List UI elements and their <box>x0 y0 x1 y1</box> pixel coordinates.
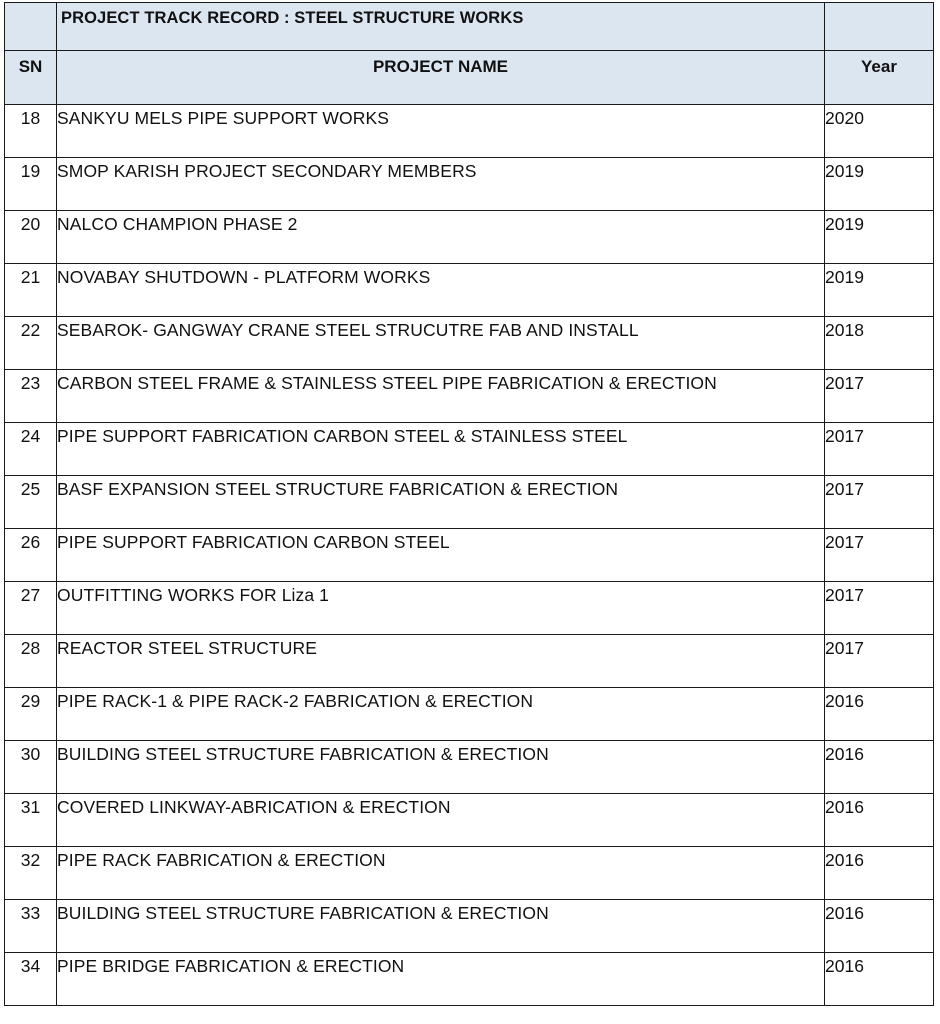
table-title-cell <box>57 3 825 51</box>
table-row <box>5 529 934 582</box>
row-year: 2019 <box>825 264 934 317</box>
row-year: 2017 <box>825 582 934 635</box>
header-sn <box>5 51 57 105</box>
row-year: 2017 <box>825 370 934 423</box>
table-row <box>5 688 934 741</box>
row-sn: 27 <box>5 582 57 635</box>
row-project-name: PIPE RACK-1 & PIPE RACK-2 FABRICATION & ERECTION <box>57 688 825 741</box>
table-row <box>5 317 934 370</box>
row-sn: 18 <box>5 105 57 158</box>
row-sn: 32 <box>5 847 57 900</box>
row-sn: 28 <box>5 635 57 688</box>
row-year: 2020 <box>825 105 934 158</box>
row-sn: 20 <box>5 211 57 264</box>
table-row <box>5 635 934 688</box>
row-sn: 34 <box>5 953 57 1006</box>
row-project-name: NALCO CHAMPION PHASE 2 <box>57 211 825 264</box>
table-body <box>5 3 934 1006</box>
table-row <box>5 953 934 1006</box>
row-sn: 31 <box>5 794 57 847</box>
row-year: 2017 <box>825 423 934 476</box>
row-year: 2019 <box>825 158 934 211</box>
row-project-name: SANKYU MELS PIPE SUPPORT WORKS <box>57 105 825 158</box>
row-sn: 30 <box>5 741 57 794</box>
table-row <box>5 211 934 264</box>
row-project-name: CARBON STEEL FRAME & STAINLESS STEEL PIPE FABRICATION & ERECTION <box>57 370 825 423</box>
row-project-name: BASF EXPANSION STEEL STRUCTURE FABRICATION & ERECTION <box>57 476 825 529</box>
row-sn: 29 <box>5 688 57 741</box>
row-year: 2019 <box>825 211 934 264</box>
row-year: 2016 <box>825 953 934 1006</box>
table-row <box>5 582 934 635</box>
table-row <box>5 264 934 317</box>
row-project-name: BUILDING STEEL STRUCTURE FABRICATION & ERECTION <box>57 741 825 794</box>
header-project-name <box>57 51 825 105</box>
row-sn: 26 <box>5 529 57 582</box>
header-year <box>825 51 934 105</box>
row-year: 2018 <box>825 317 934 370</box>
row-year: 2016 <box>825 847 934 900</box>
header-project-name-label: PROJECT NAME <box>372 57 509 76</box>
row-project-name: PIPE RACK FABRICATION & ERECTION <box>57 847 825 900</box>
row-project-name: PIPE SUPPORT FABRICATION CARBON STEEL & STAINLESS STEEL <box>57 423 825 476</box>
header-year-label: Year <box>861 57 897 76</box>
row-project-name: REACTOR STEEL STRUCTURE <box>57 635 825 688</box>
table-row <box>5 900 934 953</box>
table-row <box>5 105 934 158</box>
row-year: 2016 <box>825 900 934 953</box>
header-sn-label: SN <box>18 57 43 76</box>
row-sn: 22 <box>5 317 57 370</box>
row-project-name: PIPE BRIDGE FABRICATION & ERECTION <box>57 953 825 1006</box>
title-blank-cell <box>825 3 934 51</box>
row-sn: 25 <box>5 476 57 529</box>
row-sn: 24 <box>5 423 57 476</box>
table-row <box>5 370 934 423</box>
row-year: 2017 <box>825 635 934 688</box>
row-year: 2016 <box>825 688 934 741</box>
row-sn: 33 <box>5 900 57 953</box>
row-project-name: SMOP KARISH PROJECT SECONDARY MEMBERS <box>57 158 825 211</box>
row-project-name: COVERED LINKWAY-ABRICATION & ERECTION <box>57 794 825 847</box>
table-row <box>5 476 934 529</box>
row-year: 2016 <box>825 794 934 847</box>
row-year: 2016 <box>825 741 934 794</box>
row-project-name: OUTFITTING WORKS FOR Liza 1 <box>57 582 825 635</box>
row-project-name: NOVABAY SHUTDOWN - PLATFORM WORKS <box>57 264 825 317</box>
header-row <box>5 51 934 105</box>
table-row <box>5 423 934 476</box>
row-year: 2017 <box>825 476 934 529</box>
row-sn: 21 <box>5 264 57 317</box>
row-project-name: PIPE SUPPORT FABRICATION CARBON STEEL <box>57 529 825 582</box>
row-sn: 19 <box>5 158 57 211</box>
row-project-name: BUILDING STEEL STRUCTURE FABRICATION & ERECTION <box>57 900 825 953</box>
table-row <box>5 158 934 211</box>
row-sn: 23 <box>5 370 57 423</box>
table-row <box>5 794 934 847</box>
title-blank-cell <box>5 3 57 51</box>
table-row <box>5 741 934 794</box>
project-track-record-table <box>4 2 934 1006</box>
table-title: PROJECT TRACK RECORD : STEEL STRUCTURE WORKS <box>61 9 524 27</box>
row-year: 2017 <box>825 529 934 582</box>
table-row <box>5 847 934 900</box>
title-row <box>5 3 934 51</box>
row-project-name: SEBAROK- GANGWAY CRANE STEEL STRUCUTRE FAB AND INSTALL <box>57 317 825 370</box>
